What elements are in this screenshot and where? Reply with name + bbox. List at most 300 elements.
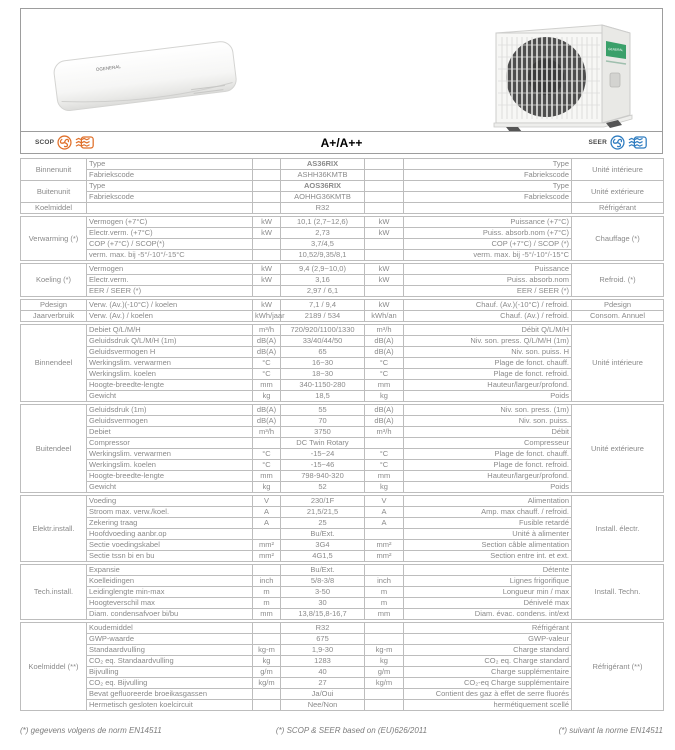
table-row xyxy=(21,239,664,250)
row-label-fr: Détente xyxy=(404,565,572,576)
section-label-nl: Koelmiddel xyxy=(21,203,87,214)
unit-fr xyxy=(365,192,404,203)
row-label-nl: Type xyxy=(87,181,253,192)
row-value: 40 xyxy=(281,667,365,678)
unit-fr xyxy=(365,239,404,250)
spec-table xyxy=(20,158,663,713)
spec-group-4 xyxy=(20,324,664,402)
unit-fr xyxy=(365,634,404,645)
unit-nl: kW xyxy=(253,264,281,275)
row-label-nl: Compressor xyxy=(87,438,253,449)
unit-fr: °C xyxy=(365,369,404,380)
row-label-fr: Section câble alimentation xyxy=(404,540,572,551)
unit-nl: kWh/jaar xyxy=(253,311,281,322)
unit-fr: kWh/an xyxy=(365,311,404,322)
section-label-nl: Elektr.install. xyxy=(21,496,87,562)
unit-fr: kW xyxy=(365,275,404,286)
table-row xyxy=(21,405,664,416)
unit-fr: °C xyxy=(365,449,404,460)
unit-nl: mm² xyxy=(253,551,281,562)
row-value: 3-50 xyxy=(281,587,365,598)
row-label-nl: Geluidsvermogen xyxy=(87,416,253,427)
unit-fr: °C xyxy=(365,460,404,471)
row-label-fr: CO₂-eq Charge supplémentaire xyxy=(404,678,572,689)
row-label-fr: Fabriekscode xyxy=(404,192,572,203)
unit-nl xyxy=(253,438,281,449)
section-label-nl: Buitenunit xyxy=(21,181,87,203)
section-label-fr: Install. électr. xyxy=(572,496,664,562)
unit-fr xyxy=(365,529,404,540)
unit-fr: dB(A) xyxy=(365,405,404,416)
table-row xyxy=(21,587,664,598)
row-label-nl: Werkingslim. verwarmen xyxy=(87,449,253,460)
row-label-fr: Niv. son. puiss. H xyxy=(404,347,572,358)
table-row xyxy=(21,416,664,427)
unit-fr: kW xyxy=(365,217,404,228)
row-value: AOHHG36KMTB xyxy=(281,192,365,203)
unit-nl: m xyxy=(253,587,281,598)
unit-nl xyxy=(253,623,281,634)
unit-nl: °C xyxy=(253,460,281,471)
row-value: 4G1,5 xyxy=(281,551,365,562)
unit-fr: kW xyxy=(365,300,404,311)
unit-nl xyxy=(253,700,281,711)
row-label-nl: Type xyxy=(87,159,253,170)
row-label-fr: Réfrigérant xyxy=(404,623,572,634)
table-row xyxy=(21,551,664,562)
table-row xyxy=(21,369,664,380)
spec-group-6 xyxy=(20,495,664,562)
row-label-nl: Expansie xyxy=(87,565,253,576)
unit-nl xyxy=(253,634,281,645)
indoor-logo-text: OGENERAL xyxy=(95,64,122,73)
row-label-fr: CO₂ eq. Charge standard xyxy=(404,656,572,667)
row-label-nl: Gewicht xyxy=(87,482,253,493)
table-row xyxy=(21,471,664,482)
unit-nl: °C xyxy=(253,449,281,460)
unit-nl xyxy=(253,529,281,540)
row-value: 33/40/44/50 xyxy=(281,336,365,347)
row-value: Bu/Ext. xyxy=(281,565,365,576)
row-label-nl: Debiet xyxy=(87,427,253,438)
row-value: 25 xyxy=(281,518,365,529)
unit-nl: g/m xyxy=(253,667,281,678)
section-label-nl: Jaarverbruik xyxy=(21,311,87,322)
row-label-nl: Verw. (Av.)(-10°C) / koelen xyxy=(87,300,253,311)
seer-airflow-icon xyxy=(628,136,648,149)
row-value: 1283 xyxy=(281,656,365,667)
unit-nl xyxy=(253,689,281,700)
table-row xyxy=(21,667,664,678)
unit-fr: kg xyxy=(365,391,404,402)
unit-nl: kW xyxy=(253,275,281,286)
unit-fr: kg/m xyxy=(365,678,404,689)
row-label-nl: Koelleidingen xyxy=(87,576,253,587)
section-label-nl: Binnenunit xyxy=(21,159,87,181)
unit-fr: °C xyxy=(365,358,404,369)
unit-nl: kg/m xyxy=(253,678,281,689)
row-label-fr: Puiss. absorb.nom (+7°C) xyxy=(404,228,572,239)
section-label-nl: Tech.install. xyxy=(21,565,87,620)
row-label-nl: Gewicht xyxy=(87,391,253,402)
table-row xyxy=(21,170,664,181)
row-label-nl: Fabriekscode xyxy=(87,170,253,181)
unit-nl: mm xyxy=(253,609,281,620)
row-label-fr: Poids xyxy=(404,482,572,493)
row-label-nl: EER / SEER (*) xyxy=(87,286,253,297)
row-value: -15~46 xyxy=(281,460,365,471)
row-label-fr: Plage de fonct. refroid. xyxy=(404,369,572,380)
table-row xyxy=(21,427,664,438)
table-row xyxy=(21,507,664,518)
row-label-nl: Hoogteverschil max xyxy=(87,598,253,609)
table-row xyxy=(21,565,664,576)
row-label-nl: Fabriekscode xyxy=(87,192,253,203)
row-label-nl: Sectie tssn bi en bu xyxy=(87,551,253,562)
table-row xyxy=(21,275,664,286)
row-value: 2,73 xyxy=(281,228,365,239)
unit-fr: dB(A) xyxy=(365,416,404,427)
product-header-box xyxy=(20,8,663,154)
row-value: 52 xyxy=(281,482,365,493)
row-label-fr: Débit Q/L/M/H xyxy=(404,325,572,336)
seer-block xyxy=(588,135,648,150)
row-label-fr: Charge supplémentaire xyxy=(404,667,572,678)
unit-fr: mm² xyxy=(365,540,404,551)
row-value: 3750 xyxy=(281,427,365,438)
row-value: 30 xyxy=(281,598,365,609)
row-value: 10,1 (2,7~12,6) xyxy=(281,217,365,228)
section-label-fr: Refroid. (*) xyxy=(572,264,664,297)
row-label-fr: Niv. son. press. (1m) xyxy=(404,405,572,416)
row-label-nl: Electr.verm. xyxy=(87,275,253,286)
spec-group-2 xyxy=(20,263,664,297)
table-row xyxy=(21,300,664,311)
row-label-fr: Puissance (+7°C) xyxy=(404,217,572,228)
energy-class-label: A+/A++ xyxy=(320,135,363,150)
row-label-fr: Unité à alimenter xyxy=(404,529,572,540)
seer-fan-icon xyxy=(610,135,625,150)
unit-nl: °C xyxy=(253,369,281,380)
row-label-fr: Chauf. (Av.)(-10°C) / refroid. xyxy=(404,300,572,311)
unit-fr: g/m xyxy=(365,667,404,678)
row-label-fr: Puiss. absorb.nom xyxy=(404,275,572,286)
unit-fr: kW xyxy=(365,264,404,275)
footnote-center: (*) SCOP & SEER based on (EU)626/2011 xyxy=(275,726,428,735)
unit-nl: mm xyxy=(253,380,281,391)
unit-nl xyxy=(253,170,281,181)
unit-fr: dB(A) xyxy=(365,347,404,358)
row-value: -15~24 xyxy=(281,449,365,460)
row-value: AS36RIX xyxy=(281,159,365,170)
row-value: 2189 / 534 xyxy=(281,311,365,322)
row-value: ASHH36KMTB xyxy=(281,170,365,181)
unit-nl: m³/h xyxy=(253,325,281,336)
row-label-nl: Debiet Q/L/M/H xyxy=(87,325,253,336)
unit-fr: mm² xyxy=(365,551,404,562)
row-label-nl: Hermetisch gesloten koelcircuit xyxy=(87,700,253,711)
row-value: DC Twin Rotary xyxy=(281,438,365,449)
unit-nl xyxy=(253,181,281,192)
unit-nl xyxy=(253,159,281,170)
table-row xyxy=(21,645,664,656)
section-label-fr: Install. Techn. xyxy=(572,565,664,620)
table-row xyxy=(21,496,664,507)
unit-fr: kg xyxy=(365,656,404,667)
unit-nl xyxy=(253,192,281,203)
row-value: 230/1F xyxy=(281,496,365,507)
table-row xyxy=(21,678,664,689)
unit-nl: dB(A) xyxy=(253,405,281,416)
table-row xyxy=(21,576,664,587)
unit-nl xyxy=(253,239,281,250)
energy-band xyxy=(21,131,662,153)
unit-nl: kW xyxy=(253,217,281,228)
row-label-fr: Section entre int. et ext. xyxy=(404,551,572,562)
section-label-nl: Binnendeel xyxy=(21,325,87,402)
row-value: 340-1150-280 xyxy=(281,380,365,391)
footnote-right: (*) suivant la norme EN14511 xyxy=(558,726,663,735)
row-label-nl: Werkingslim. verwarmen xyxy=(87,358,253,369)
unit-nl: V xyxy=(253,496,281,507)
row-label-fr: Amp. max chauff. / refroid. xyxy=(404,507,572,518)
footnote-left: (*) gegevens volgens de norm EN14511 xyxy=(20,726,162,735)
indoor-unit-image xyxy=(39,17,254,129)
row-label-nl: CO₂ eq. Bijvulling xyxy=(87,678,253,689)
unit-fr xyxy=(365,203,404,214)
table-row xyxy=(21,311,664,322)
row-label-fr xyxy=(404,203,572,214)
unit-nl: inch xyxy=(253,576,281,587)
row-label-fr: Type xyxy=(404,159,572,170)
row-label-nl: Koudemiddel xyxy=(87,623,253,634)
row-label-fr: Fusible retardé xyxy=(404,518,572,529)
row-value: Ja/Oui xyxy=(281,689,365,700)
row-label-nl xyxy=(87,203,253,214)
row-value: 3G4 xyxy=(281,540,365,551)
table-row xyxy=(21,159,664,170)
row-value: 13,8/15,8-16,7 xyxy=(281,609,365,620)
row-label-nl: CO₂ eq. Standaardvulling xyxy=(87,656,253,667)
row-label-fr: Dénivelé max xyxy=(404,598,572,609)
row-label-nl: Voeding xyxy=(87,496,253,507)
row-label-nl: COP (+7°C) / SCOP(*) xyxy=(87,239,253,250)
row-value: 65 xyxy=(281,347,365,358)
table-row xyxy=(21,181,664,192)
unit-nl: kW xyxy=(253,300,281,311)
unit-fr: m xyxy=(365,598,404,609)
row-label-nl: Geluidsvermogen H xyxy=(87,347,253,358)
unit-fr xyxy=(365,565,404,576)
unit-nl: A xyxy=(253,507,281,518)
unit-nl: kg xyxy=(253,482,281,493)
row-value: 9,4 (2,9~10,0) xyxy=(281,264,365,275)
row-label-fr: Alimentation xyxy=(404,496,572,507)
scop-label: SCOP xyxy=(35,139,55,146)
table-row xyxy=(21,623,664,634)
row-label-fr: verm. max. bij -5°/-10°/-15°C xyxy=(404,250,572,261)
row-label-fr: Débit xyxy=(404,427,572,438)
row-value: R32 xyxy=(281,623,365,634)
table-row xyxy=(21,286,664,297)
section-label-fr: Pdesign xyxy=(572,300,664,311)
row-label-fr: COP (+7°C) / SCOP (*) xyxy=(404,239,572,250)
table-row xyxy=(21,482,664,493)
section-label-fr: Unité intérieure xyxy=(572,159,664,181)
unit-nl xyxy=(253,286,281,297)
row-value: 18,5 xyxy=(281,391,365,402)
row-label-nl: Verw. (Av.) / koelen xyxy=(87,311,253,322)
unit-fr: A xyxy=(365,518,404,529)
section-label-fr: Unité extérieure xyxy=(572,181,664,203)
spec-group-3 xyxy=(20,299,664,322)
table-row xyxy=(21,228,664,239)
footnotes xyxy=(20,726,663,735)
row-value: AOS36RIX xyxy=(281,181,365,192)
row-label-fr: Chauf. (Av.) / refroid. xyxy=(404,311,572,322)
table-row xyxy=(21,634,664,645)
table-row xyxy=(21,391,664,402)
row-label-fr: Lignes frigorifique xyxy=(404,576,572,587)
table-row xyxy=(21,449,664,460)
spec-group-5 xyxy=(20,404,664,493)
table-row xyxy=(21,460,664,471)
row-value: 675 xyxy=(281,634,365,645)
row-label-nl: Stroom max. verw./koel. xyxy=(87,507,253,518)
unit-nl: dB(A) xyxy=(253,416,281,427)
unit-nl: m xyxy=(253,598,281,609)
row-label-fr: GWP-valeur xyxy=(404,634,572,645)
section-label-nl: Pdesign xyxy=(21,300,87,311)
table-row xyxy=(21,518,664,529)
row-label-nl: Zekering traag xyxy=(87,518,253,529)
table-row xyxy=(21,192,664,203)
unit-nl: mm² xyxy=(253,540,281,551)
unit-fr xyxy=(365,689,404,700)
unit-nl xyxy=(253,250,281,261)
row-label-fr: Hauteur/largeur/profond. xyxy=(404,471,572,482)
unit-nl: °C xyxy=(253,358,281,369)
unit-nl: kW xyxy=(253,228,281,239)
table-row xyxy=(21,529,664,540)
table-row xyxy=(21,217,664,228)
row-label-nl: Electr.verm. (+7°C) xyxy=(87,228,253,239)
spec-group-1 xyxy=(20,216,664,261)
row-label-nl: Bevat gefluoreerde broeikasgassen xyxy=(87,689,253,700)
row-label-nl: Leidinglengte min-max xyxy=(87,587,253,598)
unit-fr xyxy=(365,181,404,192)
row-label-nl: Werkingslim. koelen xyxy=(87,369,253,380)
table-row xyxy=(21,700,664,711)
unit-fr: m xyxy=(365,587,404,598)
unit-nl xyxy=(253,565,281,576)
section-label-nl: Verwarming (*) xyxy=(21,217,87,261)
unit-fr xyxy=(365,286,404,297)
section-label-fr: Réfrigérant (**) xyxy=(572,623,664,711)
unit-fr: kW xyxy=(365,228,404,239)
unit-fr: m³/h xyxy=(365,325,404,336)
row-label-nl: Vermogen (+7°C) xyxy=(87,217,253,228)
scop-airflow-icon xyxy=(75,136,95,149)
unit-fr xyxy=(365,700,404,711)
row-label-nl: Diam. condensafvoer bi/bu xyxy=(87,609,253,620)
unit-fr xyxy=(365,159,404,170)
row-label-fr: Longueur min / max xyxy=(404,587,572,598)
table-row xyxy=(21,325,664,336)
spec-group-7 xyxy=(20,564,664,620)
row-label-fr: Plage de fonct. refroid. xyxy=(404,460,572,471)
unit-fr: A xyxy=(365,507,404,518)
row-value: 3,7/4,5 xyxy=(281,239,365,250)
unit-fr: kg xyxy=(365,482,404,493)
section-label-nl: Koeling (*) xyxy=(21,264,87,297)
section-label-nl: Buitendeel xyxy=(21,405,87,493)
row-value: 2,97 / 6,1 xyxy=(281,286,365,297)
row-label-fr: Plage de fonct. chauff. xyxy=(404,358,572,369)
unit-nl: m³/h xyxy=(253,427,281,438)
table-row xyxy=(21,540,664,551)
row-value: 21,5/21,5 xyxy=(281,507,365,518)
scop-block xyxy=(35,135,95,150)
row-label-nl: Bijvulling xyxy=(87,667,253,678)
row-label-fr: Contient des gaz à effet de serre fluorés xyxy=(404,689,572,700)
row-value: Bu/Ext. xyxy=(281,529,365,540)
row-value: 10,52/9,35/8,1 xyxy=(281,250,365,261)
unit-fr: mm xyxy=(365,471,404,482)
row-label-fr: Compresseur xyxy=(404,438,572,449)
row-label-fr: Diam. évac. condens. int/ext xyxy=(404,609,572,620)
table-row xyxy=(21,336,664,347)
unit-nl: mm xyxy=(253,471,281,482)
spec-group-0 xyxy=(20,158,664,214)
table-row xyxy=(21,438,664,449)
scop-fan-icon xyxy=(57,135,72,150)
row-label-nl: GWP-waarde xyxy=(87,634,253,645)
section-label-fr: Consom. Annuel xyxy=(572,311,664,322)
row-value: 798-940-320 xyxy=(281,471,365,482)
table-row xyxy=(21,380,664,391)
section-label-fr: Unité extérieure xyxy=(572,405,664,493)
row-label-nl: Hoogte-breedte-lengte xyxy=(87,380,253,391)
row-label-fr: Puissance xyxy=(404,264,572,275)
outdoor-unit-image xyxy=(484,11,644,131)
product-images-area xyxy=(21,9,662,131)
spec-group-8 xyxy=(20,622,664,711)
unit-nl: kg-m xyxy=(253,645,281,656)
row-value: 16~30 xyxy=(281,358,365,369)
row-label-nl: Geluidsdruk (1m) xyxy=(87,405,253,416)
unit-fr xyxy=(365,250,404,261)
row-value: 7,1 / 9,4 xyxy=(281,300,365,311)
unit-fr xyxy=(365,438,404,449)
unit-fr: V xyxy=(365,496,404,507)
table-row xyxy=(21,250,664,261)
row-value: 27 xyxy=(281,678,365,689)
unit-fr: mm xyxy=(365,609,404,620)
row-value: 3,16 xyxy=(281,275,365,286)
row-label-fr: Type xyxy=(404,181,572,192)
row-value: 5/8-3/8 xyxy=(281,576,365,587)
row-label-fr: Charge standard xyxy=(404,645,572,656)
unit-nl xyxy=(253,203,281,214)
unit-nl: kg xyxy=(253,656,281,667)
unit-fr: m³/h xyxy=(365,427,404,438)
seer-label: SEER xyxy=(588,139,607,146)
row-value: 18~30 xyxy=(281,369,365,380)
row-label-nl: Standaardvulling xyxy=(87,645,253,656)
row-label-fr: Niv. son. puiss. xyxy=(404,416,572,427)
table-row xyxy=(21,264,664,275)
